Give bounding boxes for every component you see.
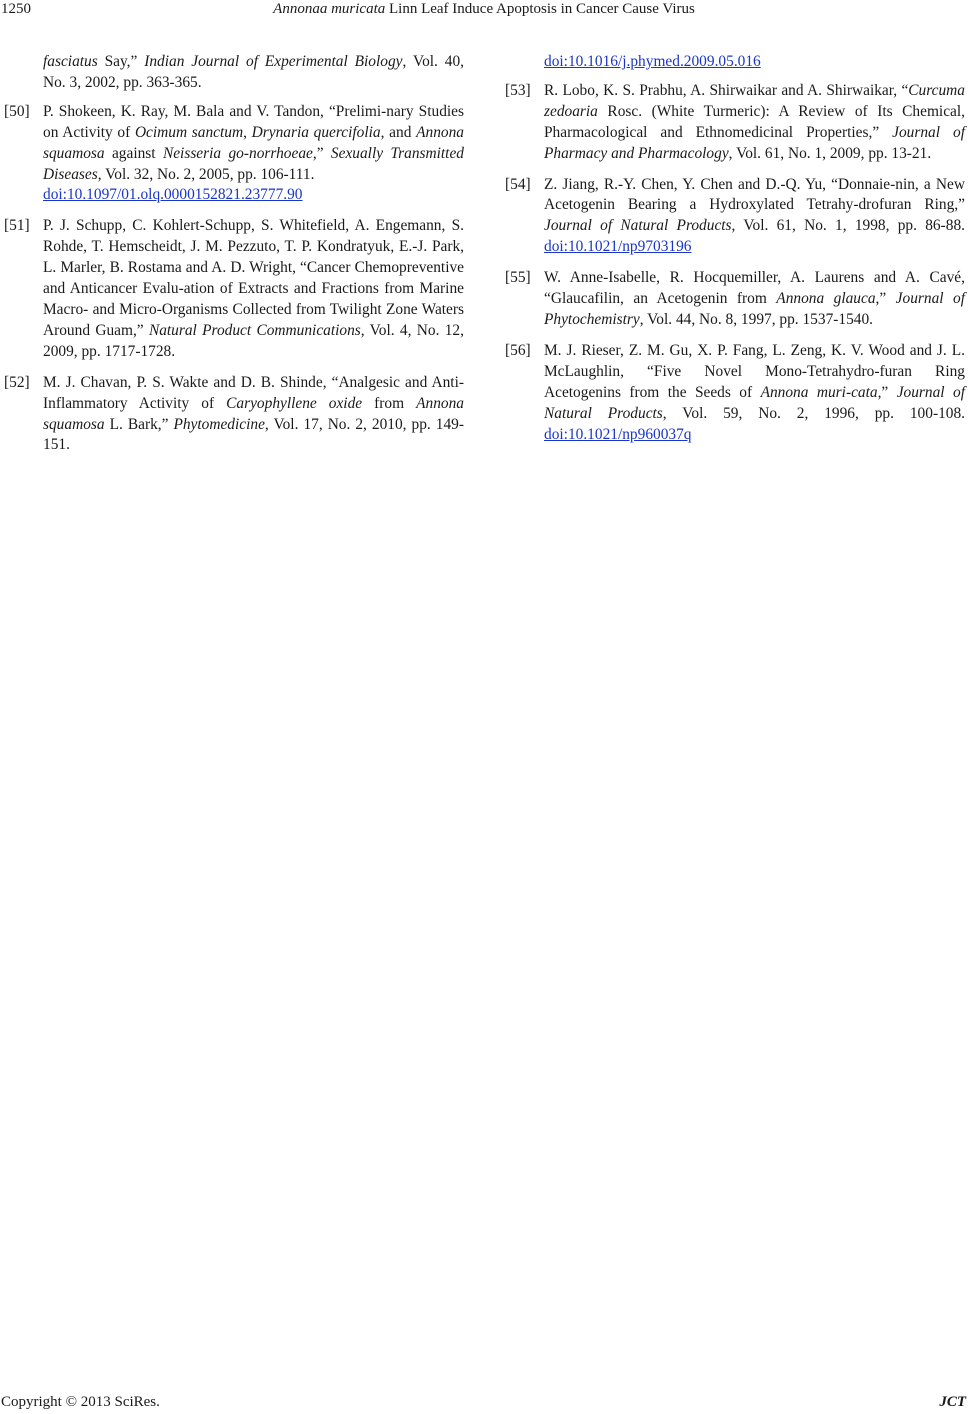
ref-text: ,” bbox=[875, 290, 896, 308]
ref-text: W. Anne-Isabelle, R. Hocquemiller, A. Laurens and A. Cavé, “Glaucafilin, an Acetogenin from bbox=[544, 269, 965, 308]
reference-49-continuation bbox=[4, 52, 464, 94]
ref-text: fasciatus bbox=[43, 53, 98, 70]
ref-species: Drynaria quercifolia bbox=[251, 123, 381, 141]
ref-text: from bbox=[362, 394, 417, 412]
reference-55 bbox=[505, 268, 965, 331]
ref-text: Z. Jiang, R.-Y. Chen, Y. Chen and D.-Q. Yu, “Donnaie-nin, a New Acetogenin Bearing a Hydroxylated Tetrahy-drofuran Ring,” bbox=[544, 175, 965, 214]
ref-text: M. J. Rieser, Z. M. Gu, X. P. Fang, L. Zeng, K. V. Wood and J. L. McLaughlin, “Five Novel Mono-Tetrahydro-furan Ring Acetogenins from the Seeds of bbox=[544, 341, 965, 401]
ref-text: L. Bark,” bbox=[104, 415, 174, 433]
doi-link[interactable]: doi:10.1021/np960037q bbox=[544, 425, 692, 443]
ref-text: P. Shokeen, K. Ray, M. Bala and V. Tandon, “Prelimi-nary Studies on Activity of bbox=[43, 102, 464, 141]
ref-text: , Vol. 61, No. 1, 2009, pp. 13-21. bbox=[728, 144, 932, 162]
reference-number: [56] bbox=[505, 341, 531, 359]
ref-text: , Vol. 44, No. 8, 1997, pp. 1537-1540. bbox=[639, 310, 874, 328]
running-title bbox=[0, 0, 968, 18]
reference-54 bbox=[505, 175, 965, 259]
ref-text: , Vol. 32, No. 2, 2005, pp. 106-111. bbox=[97, 165, 315, 183]
ref-text: Rosc. (White Turmeric): A Review of Its Chemical, Pharmacological and Ethnomedicinal Properties,” bbox=[544, 102, 965, 141]
ref-text: , Vol. 59, No. 2, 1996, pp. 100-108. bbox=[662, 404, 965, 422]
ref-text: , Vol. 61, No. 1, 1998, pp. 86-88. bbox=[731, 217, 965, 235]
ref-text: , Vol. 40, No. 3, 2002, pp. 363-365. bbox=[43, 53, 464, 91]
reference-56 bbox=[505, 341, 965, 446]
page-header bbox=[0, 0, 968, 26]
ref-compound: Caryophyllene oxide bbox=[226, 394, 363, 412]
ref-journal: Journal of Phytochemistry bbox=[544, 290, 965, 328]
reference-number: [53] bbox=[505, 81, 531, 99]
ref-species: Neisseria go-norrhoeae bbox=[162, 144, 313, 162]
ref-journal: Journal of Natural Products bbox=[544, 383, 965, 422]
ref-species: Ocimum sanctum bbox=[134, 123, 244, 141]
ref-text: M. J. Chavan, P. S. Wakte and D. B. Shinde, “Analgesic and Anti-Inflammatory Activity of bbox=[43, 373, 464, 412]
ref-text: ,” bbox=[312, 144, 331, 162]
left-column bbox=[4, 52, 464, 466]
reference-number: [52] bbox=[4, 373, 30, 391]
page-number: 1250 bbox=[1, 1, 31, 17]
page-footer bbox=[0, 1392, 968, 1414]
ref-species: Annona muri-cata bbox=[760, 383, 878, 401]
ref-text: Say,” bbox=[97, 53, 145, 70]
reference-51 bbox=[4, 216, 464, 362]
doi-link[interactable]: doi:10.1097/01.olq.0000152821.23777.90 bbox=[43, 186, 303, 204]
ref-journal: Journal of Pharmacy and Pharmacology bbox=[544, 123, 965, 162]
doi-link[interactable]: doi:10.1016/j.phymed.2009.05.016 bbox=[544, 53, 761, 70]
ref-journal: Journal of Natural Products bbox=[544, 217, 732, 235]
running-title-rest: Linn Leaf Induce Apoptosis in Cancer Cause Virus bbox=[385, 1, 695, 17]
ref-species: Annona squamosa bbox=[43, 123, 464, 162]
journal-abbreviation: JCT bbox=[939, 1394, 966, 1410]
ref-text: against bbox=[104, 144, 163, 162]
reference-number: [54] bbox=[505, 175, 531, 193]
doi-link[interactable]: doi:10.1021/np9703196 bbox=[544, 238, 692, 256]
reference-number: [50] bbox=[4, 102, 30, 120]
ref-journal: Sexually Transmitted Diseases bbox=[43, 144, 464, 183]
ref-text: , and bbox=[380, 123, 417, 141]
ref-journal: Indian Journal of Experimental Biology bbox=[144, 53, 403, 70]
reference-number: [51] bbox=[4, 217, 30, 235]
ref-text: , bbox=[243, 123, 252, 141]
reference-number: [55] bbox=[505, 269, 531, 287]
ref-journal: Phytomedicine bbox=[173, 415, 265, 433]
ref-species: Annona squamosa bbox=[43, 394, 464, 433]
ref-text: R. Lobo, K. S. Prabhu, A. Shirwaikar and A. Shirwaikar, “ bbox=[544, 81, 909, 99]
ref-species: Annona glauca bbox=[776, 290, 876, 308]
running-title-species: Annonaa muricata bbox=[273, 1, 386, 17]
ref-text: P. J. Schupp, C. Kohlert-Schupp, S. Whitefield, A. Engemann, S. Rohde, T. Hemscheidt, J. M. Pezzuto, T. P. Kondratyuk, E.-J. Park, L. Marler, B. Rostama and A. D. Wright, “Cancer Chemopreventive and Anticancer Evalu-ation of Extracts and Fractions from Marine Macro- and Micro-Organisms Collected from Twilight Zone Waters Around Guam,” bbox=[43, 217, 464, 339]
right-column bbox=[505, 52, 965, 455]
reference-52 bbox=[4, 373, 464, 457]
reference-52-doi-continuation bbox=[505, 52, 965, 73]
reference-53 bbox=[505, 81, 965, 165]
ref-text: ,” bbox=[877, 383, 897, 401]
ref-journal: Natural Product Communications bbox=[148, 321, 361, 339]
ref-species: Curcuma zedoaria bbox=[544, 81, 965, 120]
ref-text: , Vol. 4, No. 12, 2009, pp. 1717-1728. bbox=[43, 321, 464, 360]
reference-50 bbox=[4, 102, 464, 207]
copyright-notice: Copyright © 2013 SciRes. bbox=[1, 1394, 160, 1410]
ref-text: , Vol. 17, No. 2, 2010, pp. 149-151. bbox=[43, 415, 465, 454]
